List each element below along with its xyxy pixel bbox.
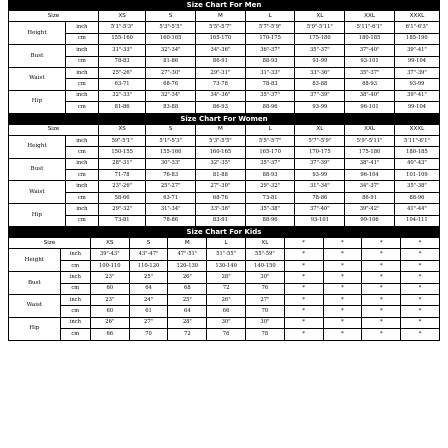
women-value-cell: 32"-35" — [196, 158, 246, 169]
men-unit-cell: cm — [65, 102, 98, 113]
men-dimension-waist: Waist — [9, 67, 66, 90]
women-dimension-height: Height — [9, 135, 66, 158]
women-table-row — [9, 215, 440, 226]
kids-size-label: Size — [9, 238, 91, 249]
women-value-cell: 37"-40" — [295, 204, 345, 215]
men-value-cell: 27"-30" — [146, 67, 196, 78]
kids-table-row — [9, 294, 440, 305]
men-value-cell: 88-96 — [245, 102, 295, 113]
kids-unit-cell: inch — [60, 317, 90, 328]
kids-value-cell: 43"-47" — [129, 249, 168, 260]
kids-blank-cell: * — [401, 329, 440, 340]
women-value-cell: 71-78 — [98, 170, 145, 181]
men-size-s: S — [146, 11, 196, 22]
women-value-cell: 35"-38" — [245, 204, 295, 215]
women-value-cell: 68-76 — [196, 192, 246, 203]
kids-unit-cell: inch — [60, 272, 90, 283]
kids-table-row — [9, 283, 440, 294]
men-size-xs: XS — [98, 11, 145, 22]
women-unit-cell: cm — [65, 170, 98, 181]
women-value-cell: 33"-36" — [196, 204, 246, 215]
men-table-row — [9, 79, 440, 90]
men-value-cell: 83-88 — [295, 79, 345, 90]
men-value-cell: 6'1"-6'3" — [394, 22, 439, 33]
kids-blank-header: * — [362, 238, 401, 249]
kids-value-cell: 47"-51" — [168, 249, 207, 260]
kids-value-cell: 61 — [129, 306, 168, 317]
women-value-cell: 59"-5'1" — [98, 135, 145, 146]
women-value-cell: 5'5"-5'7" — [245, 135, 295, 146]
kids-table-row — [9, 317, 440, 328]
women-title: Size Chart For Women — [8, 114, 440, 124]
kids-header-row — [9, 238, 440, 249]
women-value-cell: 35"-37" — [245, 158, 295, 169]
women-header-row — [9, 124, 440, 135]
women-value-cell: 81-88 — [196, 170, 246, 181]
women-table-row — [9, 181, 440, 192]
men-unit-cell: inch — [65, 90, 98, 101]
men-value-cell: 5'3"-5'5" — [146, 22, 196, 33]
women-value-cell: 30"-33" — [146, 158, 196, 169]
kids-blank-cell: * — [401, 317, 440, 328]
kids-value-cell: 23" — [90, 272, 129, 283]
kids-value-cell: 60 — [90, 306, 129, 317]
kids-value-cell: 140-150 — [246, 260, 285, 271]
women-size-m: M — [196, 124, 246, 135]
women-value-cell: 29"-32" — [245, 181, 295, 192]
kids-value-cell: 78 — [246, 329, 285, 340]
kids-blank-cell: * — [323, 306, 362, 317]
men-table — [8, 10, 440, 114]
men-value-cell: 5'1"-5'3" — [98, 22, 145, 33]
women-size-l: L — [245, 124, 295, 135]
kids-blank-cell: * — [401, 249, 440, 260]
kids-blank-cell: * — [323, 294, 362, 305]
kids-blank-cell: * — [401, 306, 440, 317]
kids-value-cell: 60 — [90, 283, 129, 294]
men-value-cell: 38"-40" — [345, 90, 395, 101]
women-value-cell: 31"-34" — [295, 181, 345, 192]
women-value-cell: 58-66 — [98, 192, 145, 203]
men-table-row — [9, 33, 440, 44]
kids-dimension-waist: Waist — [9, 294, 61, 317]
kids-blank-header: * — [284, 238, 323, 249]
men-table-row — [9, 45, 440, 56]
kids-value-cell: 66 — [207, 306, 246, 317]
women-size-s: S — [146, 124, 196, 135]
kids-blank-cell: * — [323, 283, 362, 294]
kids-blank-cell: * — [284, 283, 323, 294]
kids-blank-cell: * — [323, 249, 362, 260]
men-unit-cell: inch — [65, 67, 98, 78]
men-unit-cell: inch — [65, 22, 98, 33]
men-value-cell: 160-165 — [146, 33, 196, 44]
kids-size-xl: XL — [246, 238, 285, 249]
kids-table — [8, 237, 440, 341]
men-value-cell: 32"-33" — [98, 90, 145, 101]
men-value-cell: 31"-33" — [98, 45, 145, 56]
women-value-cell: 73-81 — [98, 215, 145, 226]
women-unit-cell: cm — [65, 192, 98, 203]
women-table-row — [9, 135, 440, 146]
kids-blank-cell: * — [323, 329, 362, 340]
men-value-cell: 170-175 — [245, 33, 295, 44]
men-size-xxxl: XXXL — [394, 11, 439, 22]
kids-unit-cell: inch — [60, 294, 90, 305]
men-value-cell: 37"-40" — [345, 45, 395, 56]
men-value-cell: 93-101 — [345, 56, 395, 67]
kids-value-cell: 23" — [90, 294, 129, 305]
men-value-cell: 35"-37" — [345, 67, 395, 78]
women-value-cell: 88-93 — [245, 170, 295, 181]
kids-value-cell: 110-120 — [129, 260, 168, 271]
women-value-cell: 78-86 — [146, 215, 196, 226]
kids-blank-cell: * — [401, 283, 440, 294]
kids-value-cell: 30" — [246, 317, 285, 328]
men-size-label: Size — [9, 11, 99, 22]
women-unit-cell: inch — [65, 181, 98, 192]
women-value-cell: 93-99 — [295, 170, 345, 181]
women-value-cell: 73-81 — [245, 192, 295, 203]
kids-blank-cell: * — [362, 283, 401, 294]
kids-blank-cell: * — [362, 294, 401, 305]
kids-table-row — [9, 260, 440, 271]
kids-value-cell: 64 — [168, 306, 207, 317]
women-value-cell: 5'11"-6'1" — [394, 135, 439, 146]
kids-dimension-hip: Hip — [9, 317, 61, 340]
men-value-cell: 68-76 — [146, 79, 196, 90]
kids-value-cell: 26" — [168, 272, 207, 283]
men-value-cell: 33"-36" — [295, 67, 345, 78]
kids-blank-cell: * — [284, 294, 323, 305]
men-value-cell: 39"-41" — [394, 45, 439, 56]
kids-unit-cell: cm — [60, 283, 90, 294]
men-table-row — [9, 22, 440, 33]
women-value-cell: 5'1"-5'3" — [146, 135, 196, 146]
women-value-cell: 38"-41" — [345, 158, 395, 169]
kids-value-cell: 24" — [129, 294, 168, 305]
women-unit-cell: cm — [65, 147, 98, 158]
kids-blank-cell: * — [362, 306, 401, 317]
women-value-cell: 150-155 — [98, 147, 145, 158]
women-unit-cell: inch — [65, 204, 98, 215]
women-dimension-hip: Hip — [9, 204, 66, 227]
men-value-cell: 31"-33" — [245, 67, 295, 78]
kids-value-cell: 130-140 — [207, 260, 246, 271]
men-value-cell: 99-104 — [394, 56, 439, 67]
women-value-cell: 41"-44" — [394, 204, 439, 215]
men-unit-cell: cm — [65, 33, 98, 44]
women-value-cell: 40"-43" — [394, 158, 439, 169]
kids-table-row — [9, 306, 440, 317]
kids-value-cell: 27" — [129, 317, 168, 328]
women-dimension-waist: Waist — [9, 181, 66, 204]
kids-blank-cell: * — [284, 329, 323, 340]
women-size-xxxl: XXXL — [394, 124, 439, 135]
men-value-cell: 63-71 — [98, 79, 145, 90]
men-value-cell: 39"-41" — [394, 90, 439, 101]
men-table-row — [9, 90, 440, 101]
women-value-cell: 5'3"-5'5" — [196, 135, 246, 146]
kids-unit-cell: cm — [60, 260, 90, 271]
women-table-row — [9, 147, 440, 158]
men-value-cell: 37"-39" — [394, 67, 439, 78]
kids-size-xs: XS — [90, 238, 129, 249]
men-title: Size Chart For Men — [8, 0, 440, 10]
men-value-cell: 99-104 — [394, 102, 439, 113]
men-table-row — [9, 102, 440, 113]
women-value-cell: 31"-34" — [146, 204, 196, 215]
men-value-cell: 93-99 — [295, 102, 345, 113]
women-size-xl: XL — [295, 124, 345, 135]
men-size-m: M — [196, 11, 246, 22]
women-value-cell: 104-111 — [394, 215, 439, 226]
women-dimension-bust: Bust — [9, 158, 66, 181]
women-value-cell: 88-96 — [394, 192, 439, 203]
kids-table-row — [9, 249, 440, 260]
men-value-cell: 78-83 — [245, 79, 295, 90]
men-value-cell: 185-190 — [394, 33, 439, 44]
men-size-xxl: XXL — [345, 11, 395, 22]
kids-blank-cell: * — [284, 249, 323, 260]
women-value-cell: 28"-31" — [98, 158, 145, 169]
men-unit-cell: cm — [65, 79, 98, 90]
kids-unit-cell: cm — [60, 306, 90, 317]
kids-value-cell: 28" — [207, 272, 246, 283]
kids-value-cell: 72 — [207, 283, 246, 294]
men-value-cell: 180-185 — [345, 33, 395, 44]
kids-blank-cell: * — [323, 260, 362, 271]
women-value-cell: 96-104 — [345, 170, 395, 181]
kids-value-cell: 27" — [246, 294, 285, 305]
kids-value-cell: 72 — [168, 329, 207, 340]
men-value-cell: 32"-34" — [146, 45, 196, 56]
women-value-cell: 88-96 — [245, 215, 295, 226]
women-value-cell: 86-91 — [345, 192, 395, 203]
women-unit-cell: inch — [65, 135, 98, 146]
kids-size-m: M — [168, 238, 207, 249]
women-unit-cell: inch — [65, 158, 98, 169]
men-value-cell: 32"-34" — [146, 90, 196, 101]
kids-dimension-bust: Bust — [9, 272, 61, 295]
men-header-row — [9, 11, 440, 22]
kids-blank-header: * — [401, 238, 440, 249]
men-value-cell: 91-99 — [295, 56, 345, 67]
kids-blank-cell: * — [323, 317, 362, 328]
kids-unit-cell: cm — [60, 329, 90, 340]
kids-blank-cell: * — [362, 329, 401, 340]
women-value-cell: 39"-42" — [345, 204, 395, 215]
kids-value-cell: 25" — [168, 294, 207, 305]
women-value-cell: 35"-38" — [394, 181, 439, 192]
men-value-cell: 36"-37" — [245, 45, 295, 56]
kids-value-cell: 28" — [168, 317, 207, 328]
men-value-cell: 29"-31" — [196, 67, 246, 78]
women-value-cell: 175-180 — [345, 147, 395, 158]
kids-title: Size Chart For Kids — [8, 227, 440, 237]
men-value-cell: 5'5"-5'7" — [196, 22, 246, 33]
men-value-cell: 73-78 — [196, 79, 246, 90]
women-value-cell: 101-109 — [394, 170, 439, 181]
kids-size-l: L — [207, 238, 246, 249]
men-value-cell: 37"-39" — [295, 90, 345, 101]
kids-blank-cell: * — [362, 260, 401, 271]
kids-blank-cell: * — [284, 317, 323, 328]
men-value-cell: 5'7"-5'9" — [245, 22, 295, 33]
women-table — [8, 124, 440, 228]
women-table-row — [9, 204, 440, 215]
men-value-cell: 35"-37" — [245, 90, 295, 101]
kids-value-cell: 30" — [246, 272, 285, 283]
kids-blank-header: * — [323, 238, 362, 249]
women-size-xs: XS — [98, 124, 145, 135]
kids-dimension-height: Height — [9, 249, 61, 272]
kids-blank-cell: * — [401, 294, 440, 305]
women-value-cell: 34"-37" — [345, 181, 395, 192]
women-value-cell: 170-175 — [295, 147, 345, 158]
women-table-row — [9, 158, 440, 169]
women-size-xxl: XXL — [345, 124, 395, 135]
women-value-cell: 78-86 — [295, 192, 345, 203]
men-value-cell: 175-180 — [295, 33, 345, 44]
kids-blank-cell: * — [362, 249, 401, 260]
men-value-cell: 34"-36" — [196, 45, 246, 56]
women-value-cell: 180-185 — [394, 147, 439, 158]
men-value-cell: 83-88 — [146, 102, 196, 113]
men-value-cell: 88-93 — [245, 56, 295, 67]
women-table-row — [9, 192, 440, 203]
kids-table-row — [9, 329, 440, 340]
kids-blank-cell: * — [284, 272, 323, 283]
women-value-cell: 155-160 — [146, 147, 196, 158]
kids-value-cell: 120-130 — [168, 260, 207, 271]
kids-value-cell: 76 — [246, 283, 285, 294]
kids-blank-cell: * — [284, 260, 323, 271]
kids-value-cell: 39"-43" — [90, 249, 129, 260]
women-value-cell: 37"-39" — [295, 158, 345, 169]
men-value-cell: 34"-36" — [196, 90, 246, 101]
men-value-cell: 88-93 — [345, 79, 395, 90]
men-dimension-hip: Hip — [9, 90, 66, 113]
women-value-cell: 76-83 — [146, 170, 196, 181]
kids-blank-cell: * — [362, 272, 401, 283]
men-value-cell: 96-101 — [345, 102, 395, 113]
kids-value-cell: 70 — [129, 329, 168, 340]
kids-value-cell: 55"-59" — [246, 249, 285, 260]
kids-value-cell: 26" — [90, 317, 129, 328]
kids-blank-cell: * — [323, 272, 362, 283]
women-value-cell: 165-170 — [245, 147, 295, 158]
women-value-cell: 29"-32" — [98, 204, 145, 215]
men-unit-cell: inch — [65, 45, 98, 56]
women-value-cell: 27"-30" — [196, 181, 246, 192]
men-value-cell: 5'11"-6'1" — [345, 22, 395, 33]
men-value-cell: 86-93 — [196, 102, 246, 113]
kids-size-s: S — [129, 238, 168, 249]
men-value-cell: 81-86 — [146, 56, 196, 67]
men-section — [8, 0, 440, 114]
women-value-cell: 99-106 — [345, 215, 395, 226]
men-value-cell: 93-99 — [394, 79, 439, 90]
women-value-cell: 83-91 — [196, 215, 246, 226]
women-unit-cell: cm — [65, 215, 98, 226]
men-dimension-bust: Bust — [9, 45, 66, 68]
kids-value-cell: 64 — [129, 283, 168, 294]
women-value-cell: 25"-27" — [146, 181, 196, 192]
women-size-label: Size — [9, 124, 99, 135]
men-value-cell: 5'9"-5'11" — [295, 22, 345, 33]
men-value-cell: 25"-26" — [98, 67, 145, 78]
men-table-row — [9, 67, 440, 78]
men-table-row — [9, 56, 440, 67]
men-size-xl: XL — [295, 11, 345, 22]
size-chart-page — [8, 0, 440, 448]
men-value-cell: 78-83 — [98, 56, 145, 67]
men-value-cell: 165-170 — [196, 33, 246, 44]
kids-value-cell: 25" — [129, 272, 168, 283]
women-value-cell: 23"-26" — [98, 181, 145, 192]
women-value-cell: 160-165 — [196, 147, 246, 158]
women-value-cell: 93-101 — [295, 215, 345, 226]
men-unit-cell: cm — [65, 56, 98, 67]
women-value-cell: 63-71 — [146, 192, 196, 203]
kids-value-cell: 68 — [168, 283, 207, 294]
kids-value-cell: 66 — [90, 329, 129, 340]
women-table-row — [9, 170, 440, 181]
kids-section — [8, 227, 440, 341]
men-value-cell: 155-160 — [98, 33, 145, 44]
kids-value-cell: 30" — [207, 317, 246, 328]
kids-table-row — [9, 272, 440, 283]
kids-value-cell: 70 — [246, 306, 285, 317]
kids-blank-cell: * — [401, 272, 440, 283]
kids-value-cell: 26" — [207, 294, 246, 305]
men-size-l: L — [245, 11, 295, 22]
kids-unit-cell: inch — [60, 249, 90, 260]
women-value-cell: 5'7"-5'9" — [295, 135, 345, 146]
men-value-cell: 81-86 — [98, 102, 145, 113]
women-section — [8, 114, 440, 228]
kids-value-cell: 51"-55" — [207, 249, 246, 260]
women-value-cell: 5'9"-5'11" — [345, 135, 395, 146]
kids-value-cell: 76 — [207, 329, 246, 340]
men-dimension-height: Height — [9, 22, 66, 45]
kids-blank-cell: * — [401, 260, 440, 271]
kids-blank-cell: * — [284, 306, 323, 317]
kids-blank-cell: * — [362, 317, 401, 328]
men-value-cell: 35"-37" — [295, 45, 345, 56]
men-value-cell: 86-91 — [196, 56, 246, 67]
kids-value-cell: 100-110 — [90, 260, 129, 271]
